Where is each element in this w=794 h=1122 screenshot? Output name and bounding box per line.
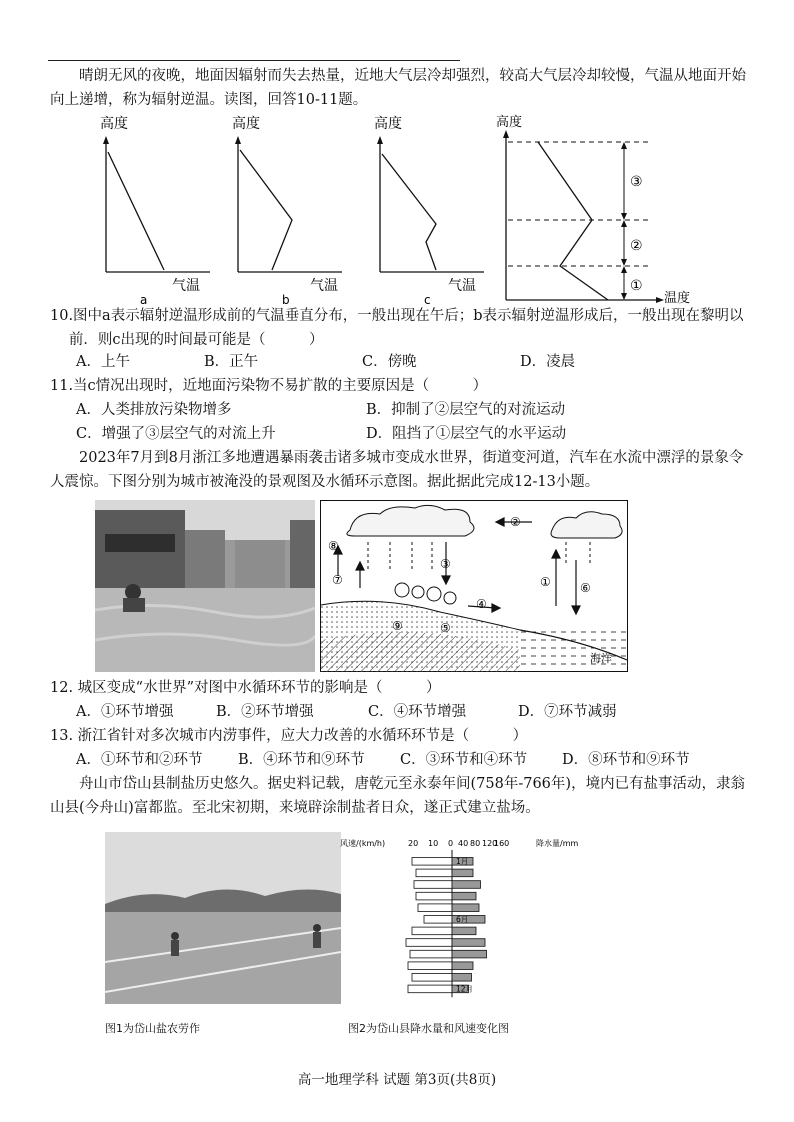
question-12: 12. 城区变成“水世界”对图中水循环环节的影响是（ ） bbox=[50, 680, 441, 696]
chart-right-tick: 120 bbox=[482, 839, 498, 848]
wc-label-3: ③ bbox=[440, 557, 451, 571]
top-rule bbox=[48, 60, 460, 61]
precip-bar bbox=[452, 974, 472, 982]
chart-right-tick: 80 bbox=[470, 839, 481, 848]
wc-label-2: ② bbox=[510, 515, 521, 529]
panel-b-x-label: 气温 bbox=[310, 278, 338, 294]
question-12-options bbox=[76, 700, 756, 724]
q12-option-a[interactable]: A．①环节增强 bbox=[76, 704, 174, 720]
layer-3-label: ③ bbox=[630, 174, 643, 190]
q13-option-a[interactable]: A．①环节和②环节 bbox=[76, 752, 203, 768]
water-cycle-diagram bbox=[320, 500, 628, 672]
question-11: 11.当c情况出现时，近地面污染物不易扩散的主要原因是（ ） bbox=[50, 378, 488, 394]
precip-bar bbox=[452, 927, 476, 935]
panel-c bbox=[374, 115, 484, 307]
q12-option-d[interactable]: D．⑦环节减弱 bbox=[518, 704, 617, 720]
q13-option-d[interactable]: D．⑧环节和⑨环节 bbox=[562, 752, 690, 768]
panel-c-x-label: 气温 bbox=[448, 278, 476, 294]
wind-bar bbox=[408, 985, 452, 993]
month-label: 1月 bbox=[456, 857, 469, 867]
wind-bar bbox=[412, 974, 452, 982]
chart-right-axis-label: 降水量/mm bbox=[536, 839, 579, 848]
precip-wind-chart bbox=[340, 832, 580, 1008]
question-10: 10.图中a表示辐射逆温形成前的气温垂直分布，一般出现在午后；b表示辐射逆温形成后，一般出现在黎明以前．则c出现的时间最可能是（ ） bbox=[50, 308, 744, 348]
layer-panel bbox=[496, 114, 690, 306]
precip-bar bbox=[452, 939, 485, 947]
q11-option-c[interactable]: C．增强了③层空气的对流上升 bbox=[76, 426, 276, 442]
panel-b bbox=[232, 115, 342, 307]
q10-option-a[interactable]: A．上午 bbox=[76, 354, 130, 370]
temperature-profile-figure bbox=[60, 112, 700, 308]
profile-b-line bbox=[240, 150, 292, 270]
question-13-options bbox=[76, 748, 756, 772]
layer-x-label: 温度 bbox=[664, 291, 691, 306]
wind-bar bbox=[418, 904, 452, 912]
wc-label-1: ① bbox=[540, 575, 551, 589]
q10-option-d[interactable]: D．凌晨 bbox=[520, 354, 576, 370]
chart-left-tick: 0 bbox=[448, 839, 454, 848]
wc-label-8: ⑧ bbox=[328, 539, 339, 553]
layer-1-label: ① bbox=[630, 278, 643, 294]
panel-a-y-label: 高度 bbox=[100, 116, 128, 132]
wc-sea-label: 海洋 bbox=[590, 652, 612, 665]
q13-option-c[interactable]: C．③环节和④环节 bbox=[400, 752, 528, 768]
panel-a-x-label: 气温 bbox=[172, 278, 200, 294]
panel-c-letter: c bbox=[424, 293, 431, 307]
wind-bar bbox=[414, 881, 452, 889]
panel-a-letter: a bbox=[140, 293, 148, 307]
wc-label-5: ⑤ bbox=[440, 621, 451, 635]
q10-option-c[interactable]: C．傍晚 bbox=[362, 354, 417, 370]
q10-option-b[interactable]: B．正午 bbox=[204, 354, 259, 370]
question-11-options-row2 bbox=[76, 422, 756, 446]
flood-photo bbox=[95, 500, 315, 672]
precip-bar bbox=[452, 950, 487, 958]
wind-bar bbox=[408, 962, 452, 970]
month-label: 12月 bbox=[456, 984, 474, 994]
month-label: 6月 bbox=[456, 915, 469, 925]
salt-field-photo bbox=[105, 832, 341, 1004]
figure-2-caption: 图2为岱山县降水量和风速变化图 bbox=[348, 1022, 509, 1035]
question-11-options-row1 bbox=[76, 398, 756, 422]
wc-label-9: ⑨ bbox=[392, 619, 403, 633]
wind-bar bbox=[412, 858, 452, 866]
inversion-profile bbox=[538, 142, 608, 300]
panel-a bbox=[100, 115, 210, 307]
chart-left-tick: 20 bbox=[408, 839, 419, 848]
intro-salt: 舟山市岱山县制盐历史悠久。据史料记载，唐乾元至永泰年间(758年-766年)，境内已有盐事活动，隶翁山县(今舟山)富都监。至北宋初期，来境辟涂制盐者日众，遂正式建立盐场。 bbox=[50, 776, 746, 816]
q12-option-c[interactable]: C．④环节增强 bbox=[368, 704, 467, 720]
wind-bar bbox=[424, 916, 452, 924]
layer-y-label: 高度 bbox=[496, 115, 523, 130]
q12-option-b[interactable]: B．②环节增强 bbox=[216, 704, 314, 720]
precip-bar bbox=[452, 904, 479, 912]
chart-left-tick: 10 bbox=[428, 839, 439, 848]
q13-option-b[interactable]: B．④环节和⑨环节 bbox=[238, 752, 365, 768]
question-13: 13. 浙江省针对多次城市内涝事件，应大力改善的水循环环节是（ ） bbox=[50, 728, 528, 744]
precip-bar bbox=[452, 869, 473, 877]
chart-left-axis-label: 风速/(km/h) bbox=[340, 839, 386, 848]
page-footer: 高一地理学科 试题 第3页(共8页) bbox=[297, 1072, 497, 1088]
precip-bar bbox=[452, 962, 473, 970]
q11-option-d[interactable]: D．阻挡了①层空气的水平运动 bbox=[366, 426, 567, 442]
q11-option-b[interactable]: B．抑制了②层空气的对流运动 bbox=[366, 402, 566, 418]
chart-right-tick: 40 bbox=[458, 839, 469, 848]
precip-bar bbox=[452, 892, 476, 900]
panel-b-letter: b bbox=[282, 293, 290, 307]
intro-12-13: 2023年7月到8月浙江多地遭遇暴雨袭击诸多城市变成水世界，街道变河道，汽车在水流中漂浮的景象令人震惊。下图分别为城市被淹没的景观图及水循环示意图。据此据此完成12-13小题。 bbox=[50, 450, 744, 490]
wind-bar bbox=[416, 869, 452, 877]
wind-bar bbox=[416, 892, 452, 900]
panel-c-y-label: 高度 bbox=[374, 116, 402, 132]
figure-1-caption: 图1为岱山盐农劳作 bbox=[105, 1022, 200, 1035]
precip-bar bbox=[452, 881, 481, 889]
wc-label-7: ⑦ bbox=[332, 573, 343, 587]
panel-b-y-label: 高度 bbox=[232, 116, 260, 132]
chart-right-tick: 160 bbox=[494, 839, 510, 848]
profile-c-line bbox=[382, 154, 436, 270]
wind-bar bbox=[406, 939, 452, 947]
question-10-options bbox=[76, 350, 756, 374]
wind-bar bbox=[412, 927, 452, 935]
layer-2-label: ② bbox=[630, 238, 643, 254]
q11-option-a[interactable]: A．人类排放污染物增多 bbox=[76, 402, 232, 418]
wc-label-6: ⑥ bbox=[580, 581, 591, 595]
wc-label-4: ④ bbox=[476, 597, 487, 611]
profile-a-line bbox=[108, 152, 164, 270]
wind-bar bbox=[410, 950, 452, 958]
intro-10-11: 晴朗无风的夜晚，地面因辐射而失去热量，近地大气层冷却强烈，较高大气层冷却较慢，气温从地面开始向上递增，称为辐射逆温。读图，回答10-11题。 bbox=[50, 68, 746, 108]
